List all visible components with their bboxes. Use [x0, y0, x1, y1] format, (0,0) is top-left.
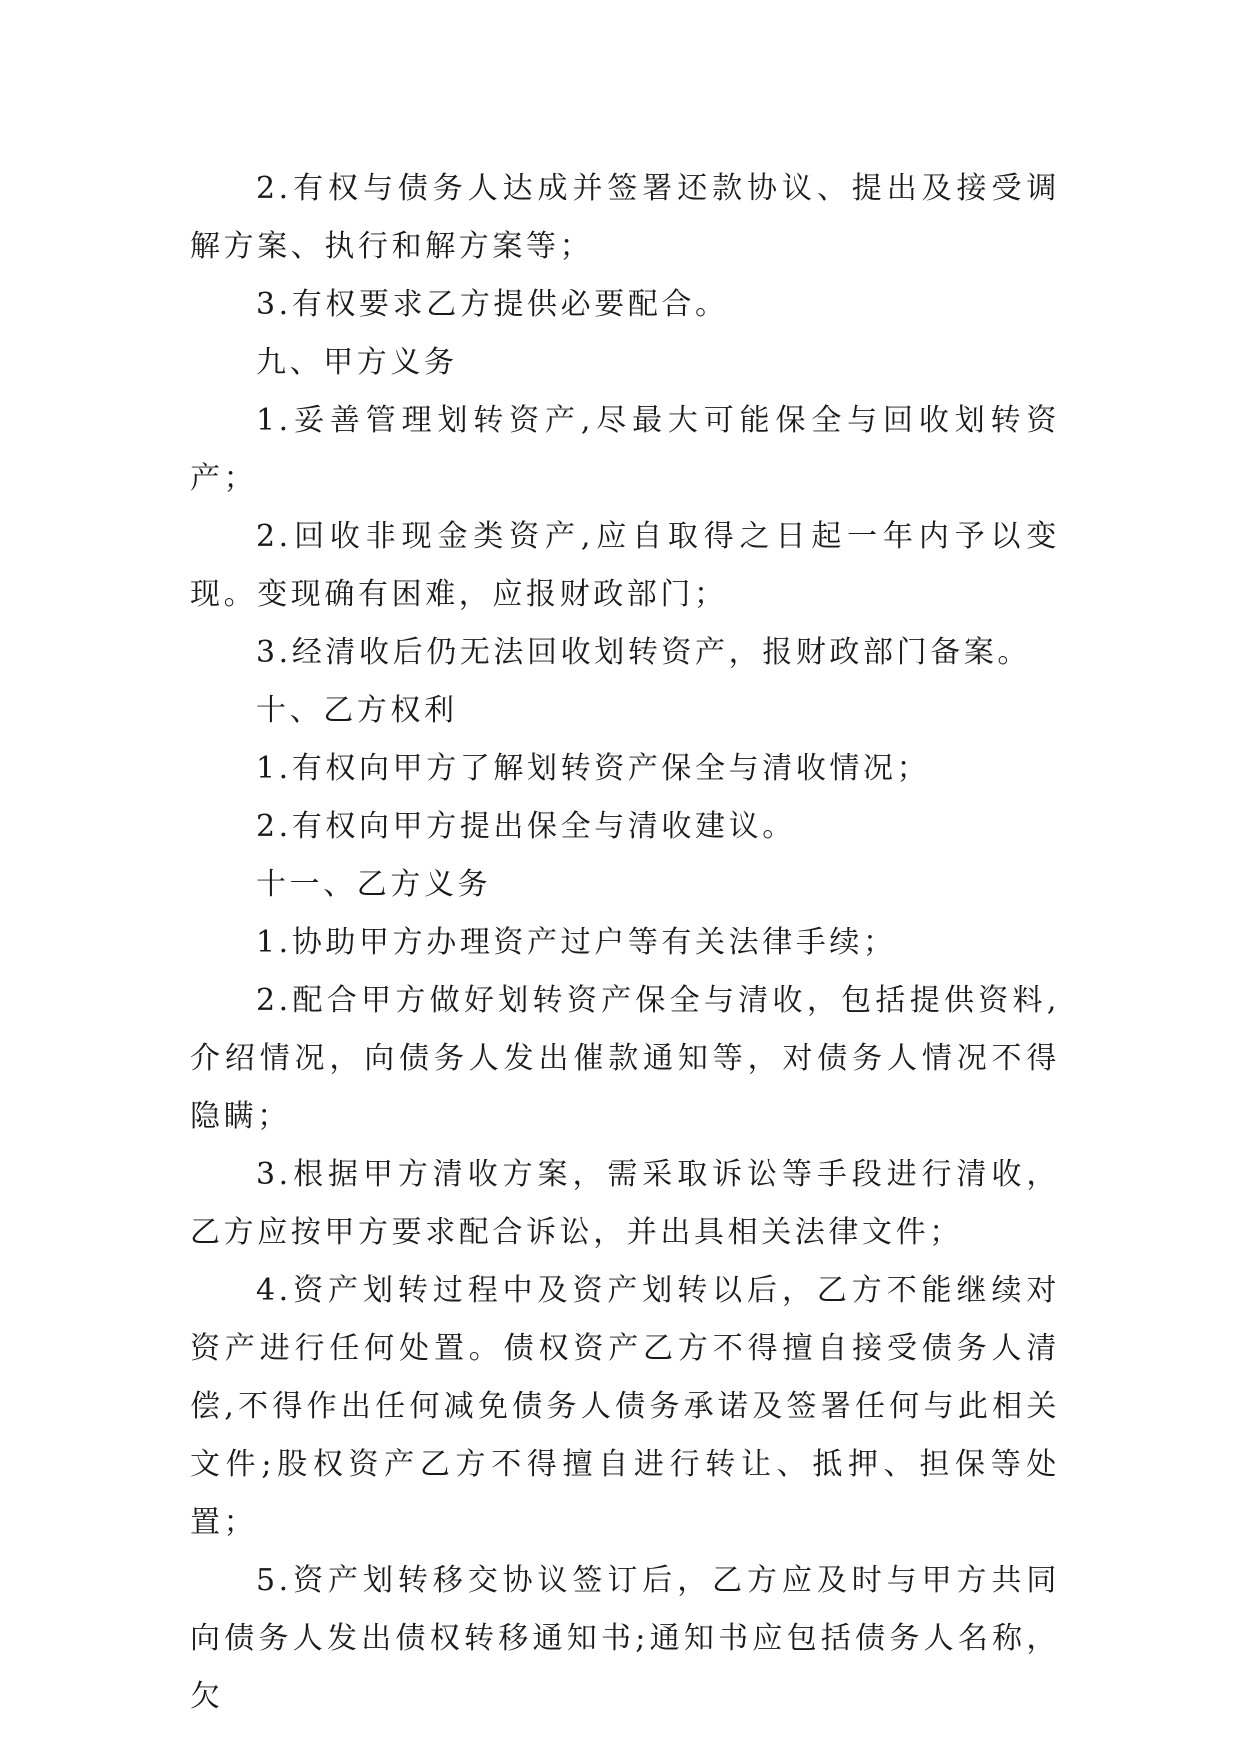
section-heading: 十一、乙方义务	[256, 867, 492, 902]
paragraph-item: 2.有权与债务人达成并签署还款协议、提出及接受调解方案、执行和解方案等；	[190, 171, 1060, 264]
paragraph-item: 4.资产划转过程中及资产划转以后，乙方不能继续对资产进行任何处置。债权资产乙方不得擅自接受债务人清偿,不得作出任何减免债务人债务承诺及签署任何与此相关文件;股权资产乙方不得擅自进行转让、抵押、担保等处置；	[190, 1273, 1060, 1540]
paragraph-item: 1.妥善管理划转资产,尽最大可能保全与回收划转资产；	[190, 403, 1060, 496]
paragraph-item: 1.有权向甲方了解划转资产保全与清收情况；	[256, 751, 931, 786]
paragraph-item: 2.回收非现金类资产,应自取得之日起一年内予以变现。变现确有困难，应报财政部门；	[190, 519, 1060, 612]
paragraph-item: 5.资产划转移交协议签订后，乙方应及时与甲方共同向债务人发出债权转移通知书;通知书应包括债务人名称，欠	[190, 1563, 1060, 1714]
section-heading: 十、乙方权利	[256, 693, 458, 728]
paragraph-item: 3.经清收后仍无法回收划转资产，报财政部门备案。	[256, 635, 1032, 670]
paragraph-item: 3.根据甲方清收方案，需采取诉讼等手段进行清收，乙方应按甲方要求配合诉讼，并出具相关法律文件；	[190, 1157, 1060, 1250]
paragraph-item: 2.有权向甲方提出保全与清收建议。	[256, 809, 796, 844]
paragraph-item: 2.配合甲方做好划转资产保全与清收，包括提供资料,介绍情况，向债务人发出催款通知等，对债务人情况不得隐瞒；	[190, 983, 1060, 1134]
paragraph-item: 1.协助甲方办理资产过户等有关法律手续；	[256, 925, 897, 960]
section-heading: 九、甲方义务	[256, 345, 458, 380]
document-body	[190, 160, 1060, 1726]
paragraph-item: 3.有权要求乙方提供必要配合。	[256, 287, 729, 322]
